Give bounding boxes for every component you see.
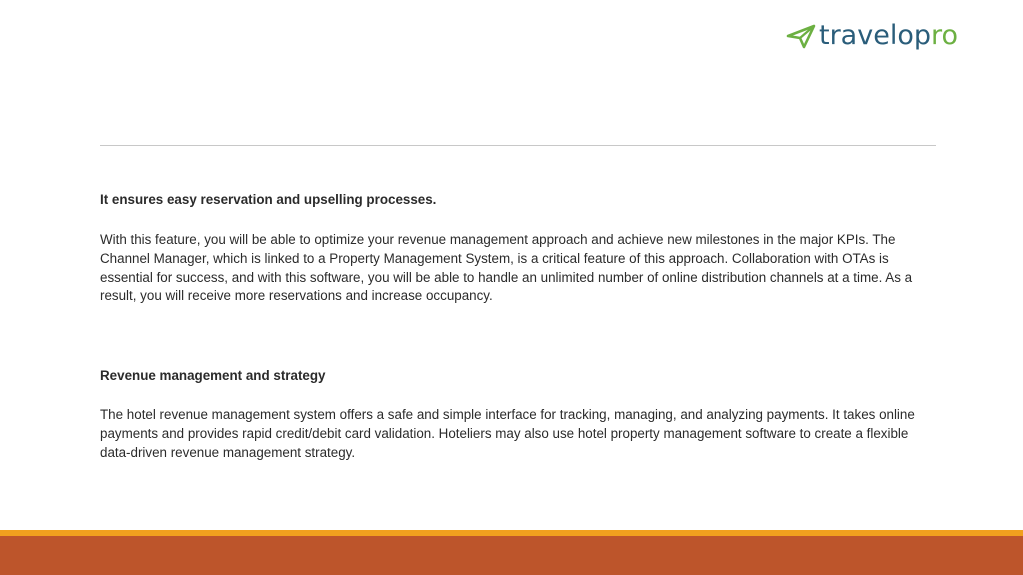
logo-text-main: travelop — [819, 19, 931, 51]
section-heading-revenue: Revenue management and strategy — [100, 368, 326, 383]
section-heading-reservation: It ensures easy reservation and upselling processes. — [100, 192, 437, 207]
footer-bar — [0, 536, 1023, 575]
logo-wordmark — [819, 19, 959, 51]
section-body-revenue: The hotel revenue management system offers a safe and simple interface for tracking, managing, and analyzing payments. It takes online payments and provides rapid credit/debit card validation. Hoteliers may also use hotel property management software to create a flexible data-driven revenue management strategy. — [100, 407, 915, 460]
paper-plane-icon — [786, 23, 816, 49]
logo-text-accent: ro — [930, 19, 959, 51]
travelopro-logo — [786, 18, 958, 52]
section-body-reservation: With this feature, you will be able to optimize your revenue management approach and achieve new milestones in the major KPIs. The Channel Manager, which is linked to a Property Management System, is a critical feature of this approach. Collaboration with OTAs is essential for success, and with this software, you will be able to handle an unlimited number of online distribution channels at a time. As a result, you will receive more reservations and increase occupancy. — [100, 232, 913, 304]
header-divider — [100, 145, 936, 146]
